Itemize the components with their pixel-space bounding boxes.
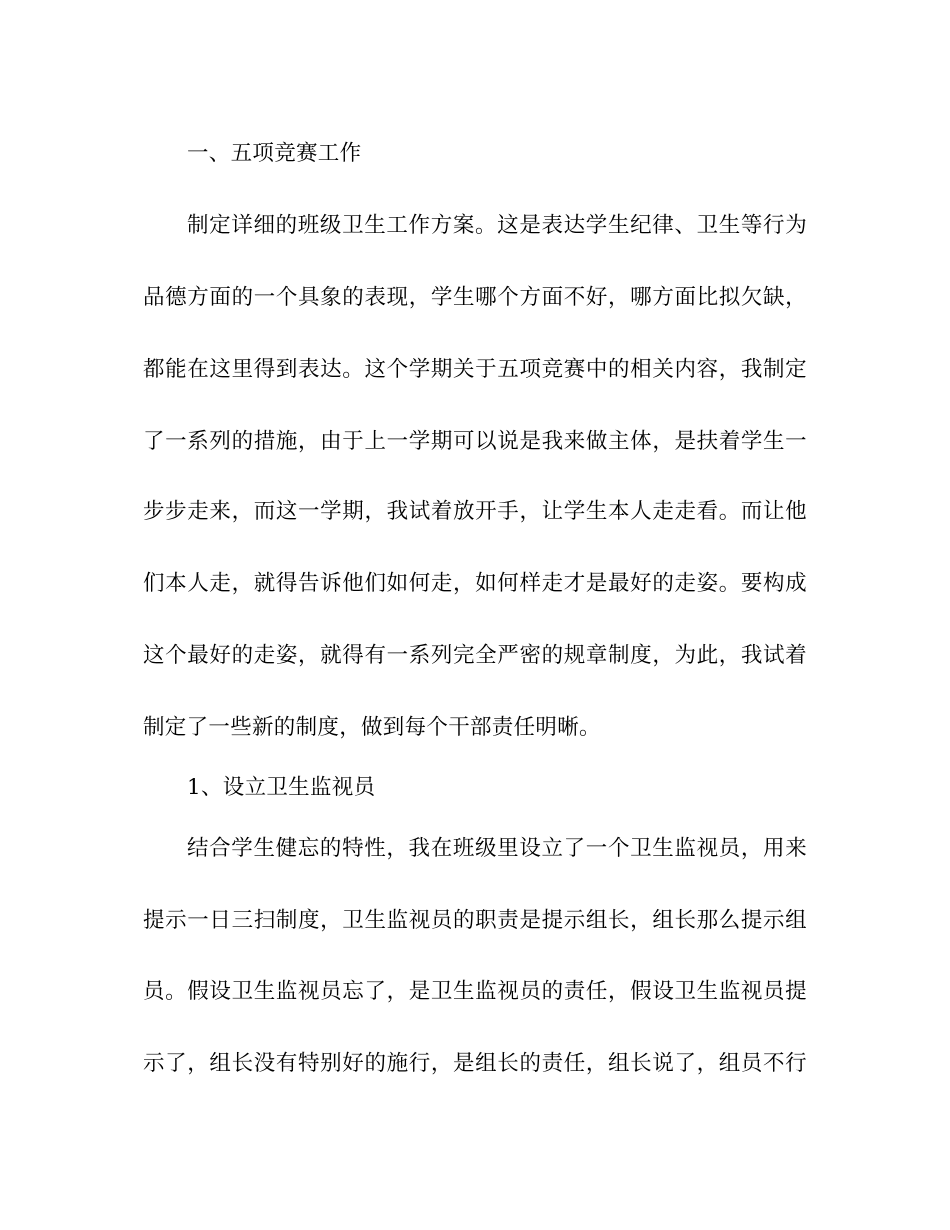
section-heading: 一、五项竞赛工作 (187, 141, 362, 166)
paragraph-line: 都能在这里得到表达。这个学期关于五项竞赛中的相关内容，我制定 (143, 357, 807, 382)
paragraph-line: 员。假设卫生监视员忘了，是卫生监视员的责任，假设卫生监视员提 (143, 979, 807, 1004)
paragraph-line: 这个最好的走姿，就得有一系列完全严密的规章制度，为此，我试着 (143, 643, 807, 668)
paragraph-line: 品德方面的一个具象的表现，学生哪个方面不好，哪方面比拟欠缺， (143, 285, 807, 310)
paragraph-line: 制定了一些新的制度，做到每个干部责任明晰。 (143, 715, 601, 740)
paragraph-line: 步步走来，而这一学期，我试着放开手，让学生本人走走看。而让他 (143, 499, 807, 524)
paragraph-line: 提示一日三扫制度，卫生监视员的职责是提示组长，组长那么提示组 (143, 908, 807, 933)
paragraph-line: 结合学生健忘的特性，我在班级里设立了一个卫生监视员，用来 (187, 836, 807, 861)
paragraph-line: 了一系列的措施，由于上一学期可以说是我来做主体，是扶着学生一 (143, 429, 807, 454)
paragraph-line: 制定详细的班级卫生工作方案。这是表达学生纪律、卫生等行为 (187, 213, 807, 238)
paragraph-line: 示了，组长没有特别好的施行，是组长的责任，组长说了，组员不行 (143, 1051, 807, 1076)
subheading: 1、设立卫生监视员 (187, 775, 376, 800)
paragraph-line: 们本人走，就得告诉他们如何走，如何样走才是最好的走姿。要构成 (143, 571, 807, 596)
